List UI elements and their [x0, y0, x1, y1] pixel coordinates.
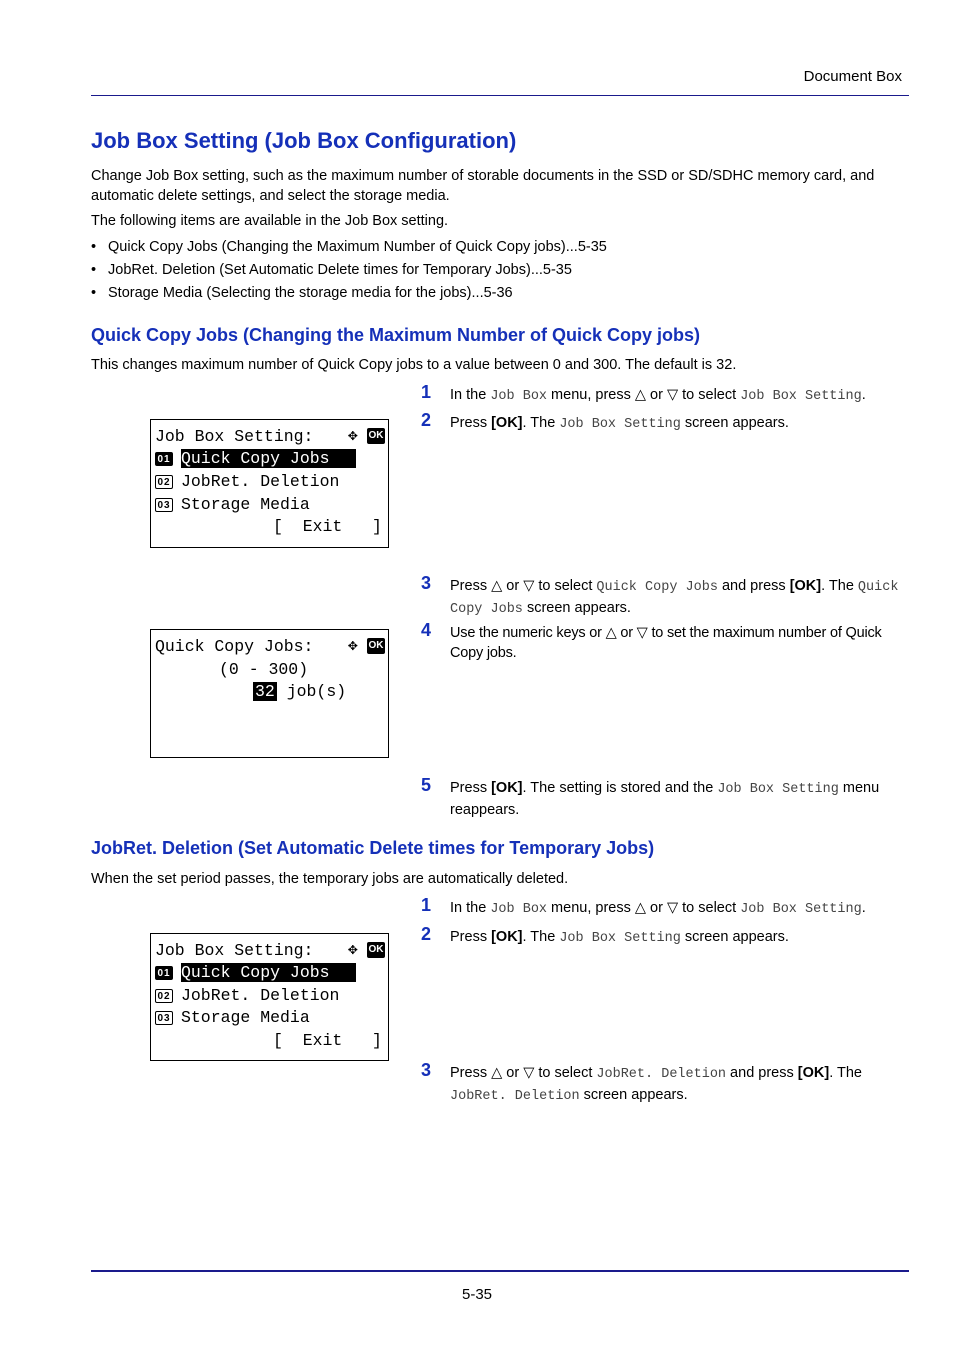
ok-key-icon: OK	[367, 942, 385, 958]
step-text: Press △ or ▽ to select JobRet. Deletion and press [OK]. The JobRet. Deletion screen appears.	[450, 1065, 862, 1104]
step-number: 1	[421, 382, 432, 402]
lcd-value: 32	[255, 682, 275, 701]
four-way-arrow-icon: ✥	[348, 941, 358, 959]
lcd-menu-item: 02 JobRet. Deletion	[155, 986, 339, 1006]
step-number: 5	[421, 775, 432, 795]
step-number: 4	[421, 620, 432, 640]
jobret-desc: When the set period passes, the temporary jobs are automatically deleted.	[91, 871, 569, 887]
lcd-value-row: 32 job(s)	[255, 682, 347, 701]
step-text: Use the numeric keys or △ or ▽ to set the maximum number of Quick Copy jobs.	[450, 625, 882, 661]
lcd-menu-item-selected: 01 Quick Copy Jobs	[155, 449, 356, 469]
bullet-item: • Storage Media (Selecting the storage media for the jobs)...5-36	[91, 285, 513, 301]
four-way-arrow-icon: ✥	[348, 637, 358, 655]
running-header: Document Box	[803, 68, 902, 85]
lcd-menu-item: 03 Storage Media	[155, 1008, 310, 1028]
page-title: Job Box Setting (Job Box Configuration)	[91, 128, 517, 153]
lcd-exit: [ Exit ]	[273, 517, 382, 536]
intro-paragraph: Change Job Box setting, such as the maximum number of storable documents in the SSD or SD/SDHC memory card, and automatic delete settings, and select the storage media.	[91, 168, 875, 204]
lcd-title: Quick Copy Jobs:	[155, 637, 314, 656]
lcd-job-box-setting	[150, 933, 389, 1061]
step-number: 1	[421, 895, 432, 915]
bullet-item: • Quick Copy Jobs (Changing the Maximum Number of Quick Copy jobs)...5-35	[91, 239, 607, 255]
header-rule	[91, 95, 909, 96]
step-number: 3	[421, 573, 432, 593]
lcd-menu-item-selected: 01 Quick Copy Jobs	[155, 963, 356, 983]
step-number: 2	[421, 410, 432, 430]
step-text: In the Job Box menu, press △ or ▽ to select Job Box Setting.	[450, 900, 866, 917]
lcd-exit: [ Exit ]	[273, 1031, 382, 1050]
step-text: Press △ or ▽ to select Quick Copy Jobs and press [OK]. The Quick Copy Jobs screen appears.	[450, 578, 899, 617]
lcd-menu-item: 02 JobRet. Deletion	[155, 472, 339, 492]
lcd-range: (0 - 300)	[219, 660, 309, 679]
lcd-title: Job Box Setting:	[155, 427, 314, 446]
ok-key-icon: OK	[367, 638, 385, 654]
jobret-heading: JobRet. Deletion (Set Automatic Delete times for Temporary Jobs)	[91, 838, 655, 858]
items-intro: The following items are available in the Job Box setting.	[91, 213, 449, 229]
quick-copy-desc: This changes maximum number of Quick Copy jobs to a value between 0 and 300. The default is 32.	[91, 357, 737, 373]
ok-key-icon: OK	[367, 428, 385, 444]
lcd-job-box-setting	[150, 419, 389, 548]
step-text: Press [OK]. The setting is stored and the Job Box Setting menu reappears.	[450, 780, 880, 818]
quick-copy-heading: Quick Copy Jobs (Changing the Maximum Number of Quick Copy jobs)	[91, 325, 701, 345]
step-text: Press [OK]. The Job Box Setting screen appears.	[450, 415, 789, 432]
lcd-title: Job Box Setting:	[155, 941, 314, 960]
step-text: Press [OK]. The Job Box Setting screen appears.	[450, 929, 789, 946]
bullet-item: • JobRet. Deletion (Set Automatic Delete times for Temporary Jobs)...5-35	[91, 262, 572, 278]
lcd-quick-copy-jobs	[150, 629, 389, 758]
footer-rule	[91, 1270, 909, 1272]
lcd-menu-item: 03 Storage Media	[155, 495, 310, 515]
step-text: In the Job Box menu, press △ or ▽ to select Job Box Setting.	[450, 387, 866, 404]
step-number: 2	[421, 924, 432, 944]
step-number: 3	[421, 1060, 432, 1080]
page-number: 5-35	[461, 1286, 493, 1303]
four-way-arrow-icon: ✥	[348, 427, 358, 445]
